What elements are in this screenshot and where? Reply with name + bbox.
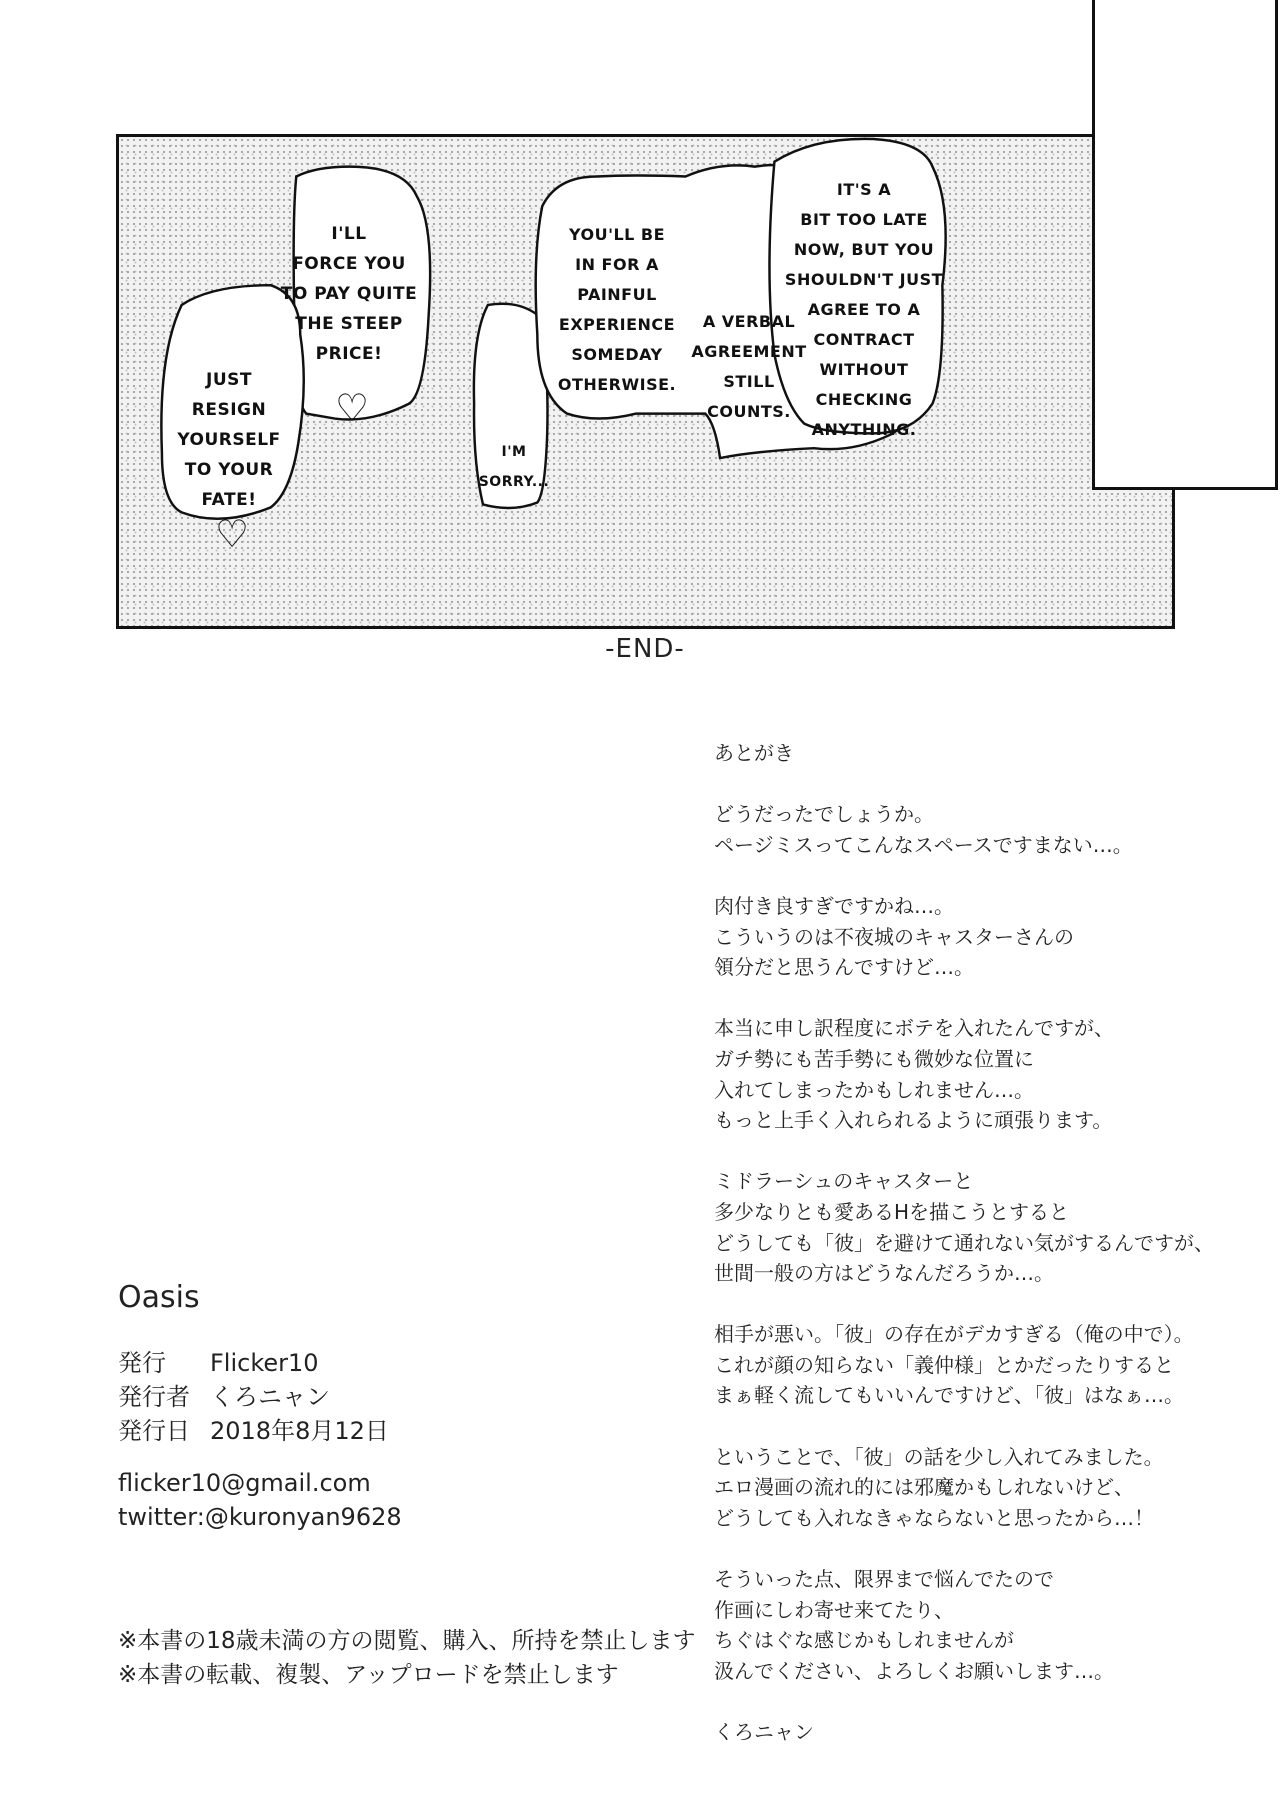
- bubble-line: THE STEEP: [295, 314, 403, 334]
- afterword: [714, 738, 1274, 1748]
- credit-value: くろニャン: [210, 1383, 330, 1411]
- credit-key: 発行: [118, 1349, 166, 1377]
- bubble-line: AGREEMENT: [691, 342, 807, 361]
- notice-line: ※本書の18歳未満の方の閲覧、購入、所持を禁止します: [118, 1628, 696, 1654]
- afterword-line: ガチ勢にも苦手勢にも微妙な位置に: [714, 1046, 1034, 1071]
- book-title: Oasis: [118, 1280, 200, 1315]
- bubble-line: OTHERWISE.: [557, 375, 677, 394]
- notice-line: ※本書の転載、複製、アップロードを禁止します: [118, 1662, 619, 1688]
- contact-info: [118, 1466, 402, 1534]
- bubble-line: SOMEDAY: [571, 345, 663, 364]
- afterword-line: ページミスってこんなスペースですまない…。: [714, 832, 1133, 857]
- credit-row: [118, 1414, 389, 1448]
- bubble-4-text: [547, 220, 687, 400]
- bubble-line: CONTRACT: [813, 330, 915, 349]
- afterword-line: [714, 860, 1274, 891]
- bubble-line: FORCE YOU: [292, 254, 406, 274]
- afterword-line: 作画にしわ寄せ来てたり、: [714, 1597, 954, 1622]
- bubble-line: SHOULDN'T JUST: [784, 270, 944, 289]
- afterword-line: まぁ軽く流してもいいんですけど、「彼」はなぁ…。: [714, 1383, 1184, 1408]
- bubble-line: YOU'LL BE: [568, 225, 666, 244]
- email-text: flicker10@gmail.com: [118, 1469, 371, 1497]
- credit-row: [118, 1380, 389, 1414]
- afterword-line: もっと上手く入れられるように頑張ります。: [714, 1108, 1113, 1133]
- afterword-line: エロ漫画の流れ的には邪魔かもしれないけど、: [714, 1475, 1134, 1500]
- bubble-line: EXPERIENCE: [558, 315, 676, 334]
- bubble-1-text: [274, 219, 424, 369]
- credits: [118, 1346, 389, 1448]
- afterword-line: ちぐはぐな感じかもしれませんが: [714, 1628, 1014, 1653]
- bubble-line: PRICE!: [315, 344, 383, 364]
- bubble-line: IN FOR A: [575, 255, 659, 274]
- afterword-line: 入れてしまったかもしれません…。: [714, 1077, 1034, 1102]
- bubble-line: SORRY...: [478, 474, 550, 490]
- bubble-line: NOW, BUT YOU: [793, 240, 935, 259]
- panel-frame-right: [1092, 0, 1278, 490]
- afterword-line: あとがき: [714, 741, 794, 765]
- bubble-line: YOURSELF: [177, 430, 281, 450]
- afterword-line: ミドラーシュのキャスターと: [714, 1169, 974, 1194]
- afterword-line: 世間一般の方はどうなんだろうか…。: [714, 1261, 1054, 1286]
- afterword-line: そういった点、限界まで悩んでたので: [714, 1567, 1054, 1592]
- bubble-2-text: [159, 365, 299, 515]
- bubble-line: A VERBAL: [702, 312, 796, 331]
- afterword-line: 多少なりとも愛あるHを描こうとすると: [714, 1199, 1070, 1224]
- afterword-line: [714, 1136, 1274, 1167]
- notices: [118, 1624, 696, 1692]
- afterword-line: くろニャン: [714, 1720, 814, 1744]
- comic-panel: [116, 134, 1175, 629]
- afterword-line: [714, 769, 1274, 800]
- bubble-line: JUST: [206, 370, 252, 390]
- afterword-line: こういうのは不夜城のキャスターさんの: [714, 924, 1074, 949]
- heart-icon: ♡: [335, 386, 370, 430]
- bubble-6-text: [784, 175, 944, 445]
- afterword-line: どうしても「彼」を避けて通れない気がするんですが、: [714, 1230, 1214, 1255]
- bubble-line: WITHOUT: [819, 360, 909, 379]
- afterword-line: [714, 1289, 1274, 1320]
- afterword-line: 本当に申し訳程度にボテを入れたんですが、: [714, 1016, 1114, 1041]
- bubble-line: BIT TOO LATE: [800, 210, 928, 229]
- bubble-line: ANYTHING.: [811, 420, 917, 439]
- bubble-line: RESIGN: [191, 400, 267, 420]
- bubble-line: STILL COUNTS.: [707, 372, 791, 421]
- bubble-line: I'LL: [331, 224, 367, 244]
- afterword-line: 汲んでください、よろしくお願いします…。: [714, 1658, 1114, 1683]
- bubble-line: PAINFUL: [577, 285, 657, 304]
- heart-icon: ♡: [215, 512, 250, 556]
- bubble-line: TO PAY QUITE: [280, 284, 418, 304]
- afterword-line: [714, 983, 1274, 1014]
- twitter-handle: twitter:@kuronyan9628: [118, 1503, 402, 1531]
- afterword-line: ということで、「彼」の話を少し入れてみました。: [714, 1444, 1164, 1469]
- bubble-line: I'M: [501, 444, 527, 460]
- bubble-line: FATE!: [201, 490, 257, 510]
- credit-value: 2018年8月12日: [210, 1417, 389, 1445]
- afterword-line: 相手が悪い。「彼」の存在がデカすぎる（俺の中で）。: [714, 1322, 1194, 1347]
- bubble-line: TO YOUR: [184, 460, 274, 480]
- afterword-line: [714, 1533, 1274, 1564]
- bubble-line: CHECKING: [815, 390, 913, 409]
- bubble-3-text: [469, 437, 559, 497]
- credit-value: Flicker10: [210, 1349, 319, 1377]
- afterword-line: 領分だと思うんですけど…。: [714, 955, 974, 980]
- afterword-line: [714, 1686, 1274, 1717]
- credit-row: [118, 1346, 389, 1380]
- afterword-line: どうだったでしょうか。: [714, 802, 934, 827]
- end-label: -END-: [605, 634, 685, 664]
- afterword-line: 肉付き良すぎですかね…。: [714, 893, 954, 918]
- bubble-line: IT'S A: [836, 180, 892, 199]
- credit-key: 発行者: [118, 1383, 190, 1411]
- credit-key: 発行日: [118, 1417, 190, 1445]
- bubble-line: AGREE TO A: [807, 300, 921, 319]
- afterword-line: これが顔の知らない「義仲様」とかだったりすると: [714, 1352, 1174, 1377]
- afterword-line: どうしても入れなきゃならないと思ったから…！: [714, 1505, 1154, 1530]
- afterword-line: [714, 1411, 1274, 1442]
